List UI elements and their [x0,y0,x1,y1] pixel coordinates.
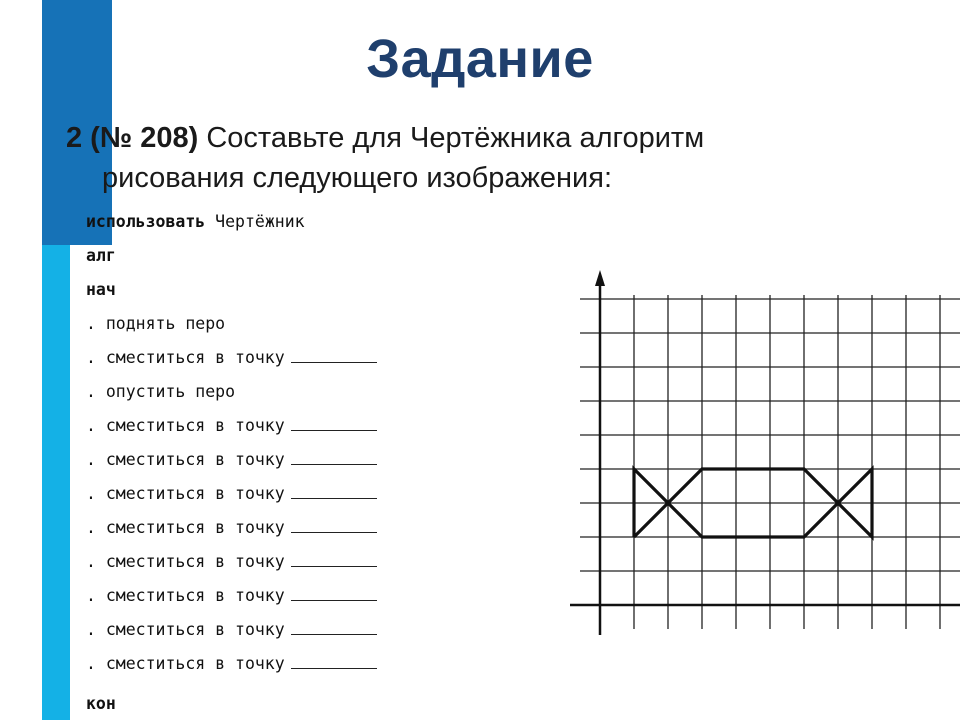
code-line [86,416,377,435]
code-line-text: . поднять перо [86,314,226,333]
answer-blank [291,348,377,363]
answer-blank [291,552,377,567]
task-text-line2: рисования следующего изображения: [102,162,613,194]
code-line [86,518,377,537]
coordinate-grid-figure [560,270,960,640]
answer-blank [291,518,377,533]
answer-blank [291,654,377,669]
code-begin-keyword: нач [86,280,116,299]
code-line-text: . сместиться в точку [86,518,285,537]
code-line [86,450,377,469]
code-line [86,654,377,673]
code-line-text: . сместиться в точку [86,586,285,605]
answer-blank [291,620,377,635]
task-statement [66,118,846,198]
code-line-text: . опустить перо [86,382,236,401]
code-line [86,382,235,401]
code-line-text: . сместиться в точку [86,654,285,673]
decor-stripe-light [42,245,70,720]
answer-blank [291,484,377,499]
code-line-text: . сместиться в точку [86,552,285,571]
code-line [86,314,225,333]
code-end-keyword: кон [86,694,116,713]
y-axis-arrow-icon [595,270,605,286]
code-line [86,552,377,571]
task-text-line1: Составьте для Чертёжника алгоритм [206,122,705,154]
answer-blank [291,586,377,601]
code-line [86,484,377,503]
code-line [86,348,377,367]
code-line-text: . сместиться в точку [86,484,285,503]
code-keyword-use: использовать [86,212,206,231]
code-performer-name: Чертёжник [215,212,305,231]
task-number: 2 (№ 208) [66,122,199,154]
code-line-text: . сместиться в точку [86,620,285,639]
code-line [86,586,377,605]
answer-blank [291,416,377,431]
code-line [86,620,377,639]
code-line-text: . сместиться в точку [86,348,285,367]
page-title: Задание [366,29,594,89]
code-alg-keyword: алг [86,246,116,265]
code-line-text: . сместиться в точку [86,416,285,435]
code-line-text: . сместиться в точку [86,450,285,469]
answer-blank [291,450,377,465]
code-header [86,212,305,231]
